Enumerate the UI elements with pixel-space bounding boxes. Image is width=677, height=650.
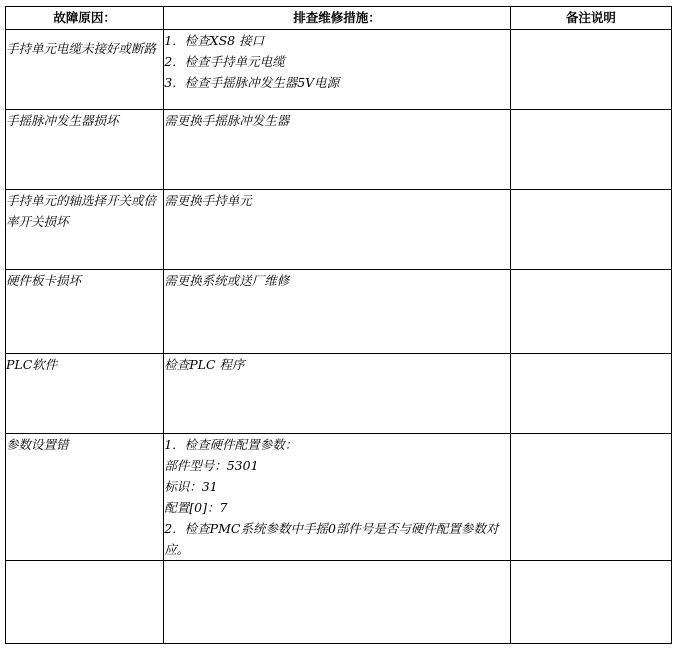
cause-cell	[6, 434, 164, 561]
cause-cell	[6, 270, 164, 354]
measure-line: 3．检查手摇脉冲发生器5V电源	[164, 75, 340, 90]
table-row	[6, 434, 672, 561]
note-cell	[510, 354, 671, 434]
table-row	[6, 270, 672, 354]
header-cause: 故障原因：	[6, 7, 164, 30]
cause-text: 硬件板卡损坏	[6, 273, 82, 288]
measure-cell	[164, 110, 511, 190]
table-row	[6, 110, 672, 190]
table-row	[6, 354, 672, 434]
note-cell	[510, 30, 671, 110]
table-row	[6, 190, 672, 270]
cause-cell	[6, 190, 164, 270]
table-row	[6, 561, 672, 644]
measure-line: 配置[0]：7	[164, 500, 228, 515]
cause-cell	[6, 30, 164, 110]
cause-text: 手持单元的轴选择开关或倍率开关损坏	[6, 193, 157, 229]
measure-line: 需更换手摇脉冲发生器	[164, 113, 290, 128]
measure-line: 检查PLC 程序	[164, 357, 245, 372]
measure-line: 部件型号：5301	[164, 458, 259, 473]
measure-cell	[164, 270, 511, 354]
fault-troubleshooting-table	[5, 6, 672, 644]
note-cell	[510, 270, 671, 354]
header-row	[6, 7, 672, 30]
cause-cell	[6, 561, 164, 644]
note-cell	[510, 110, 671, 190]
measure-line: 标识：31	[164, 479, 218, 494]
note-cell	[510, 190, 671, 270]
measure-line: 需更换手持单元	[164, 193, 252, 208]
note-cell	[510, 434, 671, 561]
cause-cell	[6, 110, 164, 190]
header-measures: 排查维修措施：	[164, 7, 511, 30]
measure-cell	[164, 30, 511, 110]
note-cell	[510, 561, 671, 644]
measure-line: 2．检查PMC系统参数中手摇0部件号是否与硬件配置参数对应。	[164, 521, 499, 557]
measure-line: 1．检查XS8 接口	[164, 33, 265, 48]
cause-text: 手持单元电缆未接好或断路	[6, 41, 157, 56]
cause-text: PLC软件	[6, 357, 58, 372]
cause-text: 手摇脉冲发生器损坏	[6, 113, 119, 128]
cause-cell	[6, 354, 164, 434]
measure-cell	[164, 354, 511, 434]
table-row	[6, 30, 672, 110]
measure-cell	[164, 561, 511, 644]
measure-cell	[164, 434, 511, 561]
cause-text: 参数设置错	[6, 437, 69, 452]
header-notes: 备注说明	[510, 7, 671, 30]
measure-line: 2．检查手持单元电缆	[164, 54, 285, 69]
measure-line: 需更换系统或送厂维修	[164, 273, 290, 288]
measure-line: 1．检查硬件配置参数：	[164, 437, 298, 452]
measure-cell	[164, 190, 511, 270]
